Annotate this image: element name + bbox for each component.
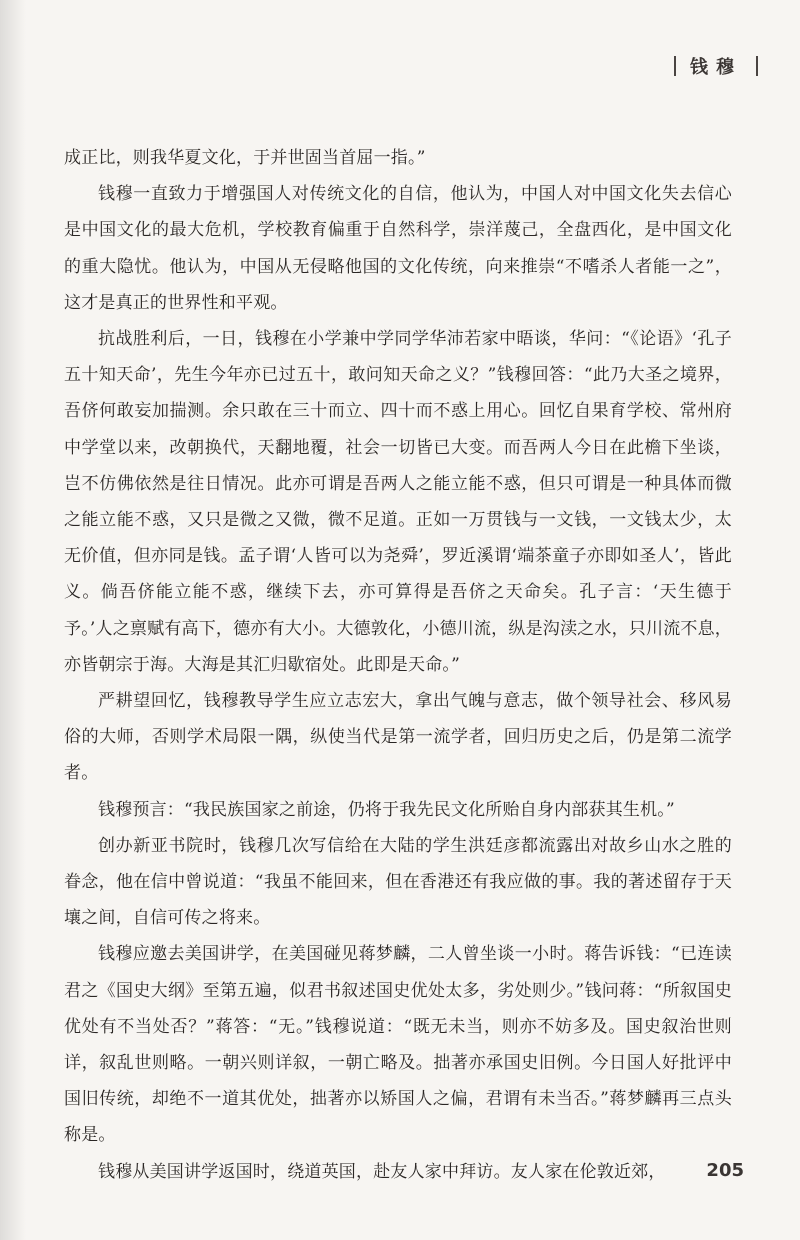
paragraph: 钱穆一直致力于增强国人对传统文化的自信，他认为，中国人对中国文化失去信心是中国文化的最大危机，学校教育偏重于自然科学，崇洋蔑己，全盘西化，是中国文化的重大隐忧。他认为，中国从无侵略他国的文化传统，向来推崇“不嗜杀人者能一之”，这才是真正的世界性和平观。 bbox=[64, 184, 732, 313]
paragraph: 严耕望回忆，钱穆教导学生应立志宏大，拿出气魄与意志，做个领导社会、移风易俗的大师，否则学术局限一隅，纵使当代是第一流学者，回归历史之后，仍是第二流学者。 bbox=[64, 691, 732, 784]
page-number: 205 bbox=[706, 1160, 744, 1181]
paragraph: 钱穆应邀去美国讲学，在美国碰见蒋梦麟，二人曾坐谈一小时。蒋告诉钱：“已连读君之《国史大纲》至第五遍，似君书叙述国史优处太多，劣处则少。”钱问蒋：“所叙国史优处有不当处否？”蒋答：“无。”钱穆说道：“既无未当，则亦不妨多及。国史叙治世则详，叙乱世则略。一朝兴则详叙，一朝亡略及。拙著亦承国史旧例。今日国人好批评中国旧传统，却绝不一道其优处，拙著亦以矫国人之偏，君谓有未当否。”蒋梦麟再三点头称是。 bbox=[64, 944, 732, 1146]
paragraph: 钱穆预言：“我民族国家之前途，仍将于我先民文化所贻自身内部获其生机。” bbox=[98, 799, 675, 820]
header-divider-right bbox=[756, 56, 758, 76]
header-divider-left bbox=[674, 56, 676, 76]
paragraph: 创办新亚书院时，钱穆几次写信给在大陆的学生洪廷彦都流露出对故乡山水之胜的眷念，他在信中曾说道：“我虽不能回来，但在香港还有我应做的事。我的著述留存于天壤之间，自信可传之将来。 bbox=[64, 835, 732, 929]
paragraph: 抗战胜利后，一日，钱穆在小学兼中学同学华沛若家中晤谈，华问：“《论语》‘孔子五十知天命’，先生今年亦已过五十，敢问知天命之义？”钱穆回答：“此乃大圣之境界，吾侪何敢妄加揣测。余只敢在三十而立、四十而不惑上用心。回忆自果育学校、常州府中学堂以来，改朝换代，天翻地覆，社会一切皆已大变。而吾两人今日在此檐下坐谈，岂不仿佛依然是往日情况。此亦可谓是吾两人之能立能不惑，但只可谓是一种具体而微之能立能不惑，又只是微之又微，微不足道。正如一万贯钱与一文钱，一文钱太少，太无价值，但亦同是钱。孟子谓‘人皆可以为尧舜’，罗近溪谓‘端茶童子亦即如圣人’，皆此义。倘吾侪能立能不惑，继续下去，亦可算得是吾侪之天命矣。孔子言：‘天生德于予。’人之禀赋有高下，德亦有大小。大德敦化，小德川流，纵是沟渎之水，只川流不息，亦皆朝宗于海。大海是其汇归歇宿处。此即是天命。” bbox=[64, 329, 732, 675]
running-header bbox=[674, 52, 758, 80]
paragraph-continued: 成正比，则我华夏文化，于并世固当首屈一指。” bbox=[64, 148, 426, 168]
body-text bbox=[64, 140, 732, 1190]
paragraph: 钱穆从美国讲学返国时，绕道英国，赴友人家中拜访。友人家在伦敦近郊， bbox=[98, 1161, 666, 1182]
running-title: 钱穆 bbox=[690, 57, 742, 78]
page-gutter-shadow bbox=[0, 0, 26, 1240]
